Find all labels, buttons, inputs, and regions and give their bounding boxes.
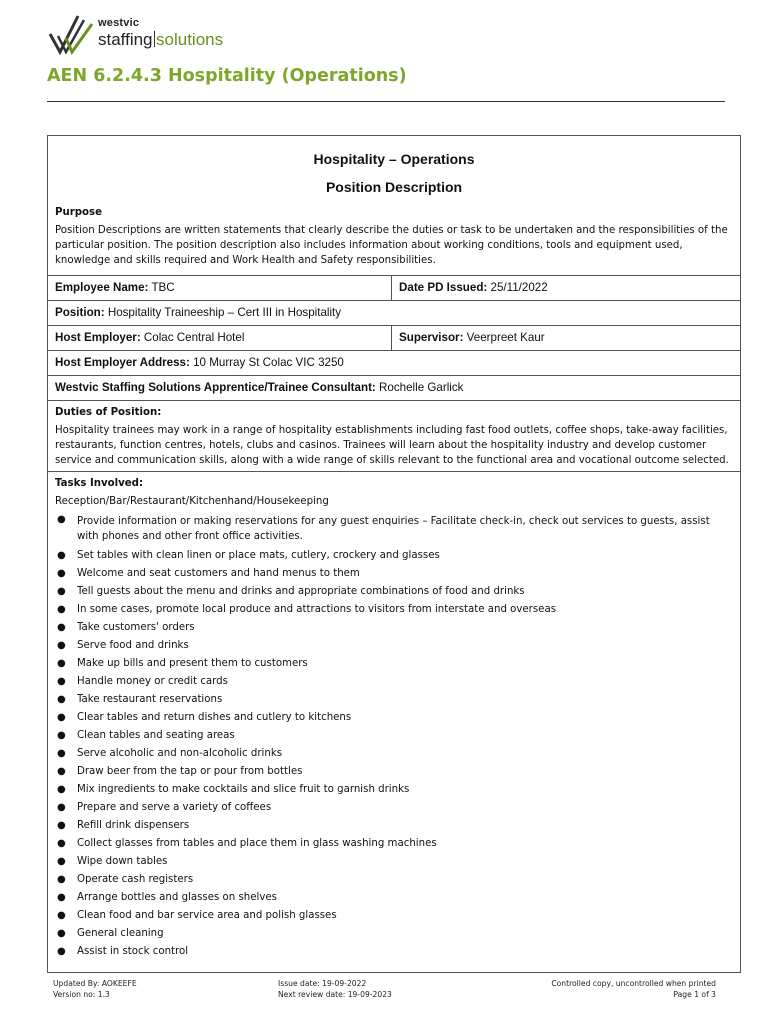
- task-list-item: [55, 745, 733, 763]
- address-value: 10 Murray St Colac VIC 3250: [189, 356, 344, 369]
- duties-text: Hospitality trainees may work in a range of hospitality establishments including fast food outlets, coffee shops, take-away facilities, restaurants, function centres, hotels, clubs and casinos. Trainees will learn about the hospitality industry and develop customer service and communication skills, along with a wide range of skills relevant to the functional area and vocational outcome selected.: [55, 425, 729, 466]
- task-text: Prepare and serve a variety of coffees: [77, 802, 272, 813]
- tasks-section: [48, 471, 740, 965]
- task-list-item: [55, 655, 733, 673]
- form-heading-line1: Hospitality – Operations: [313, 151, 475, 167]
- bullet-icon: ●: [57, 820, 66, 831]
- logo-westvic-text: westvic: [98, 17, 140, 29]
- task-text: Tell guests about the menu and drinks and appropriate combinations of food and drinks: [77, 586, 525, 597]
- duties-section: [48, 400, 740, 471]
- date-issued-label: Date PD Issued:: [399, 281, 488, 294]
- host-employer-value: Colac Central Hotel: [140, 331, 245, 344]
- bullet-icon: ●: [57, 928, 66, 939]
- task-list-item: [55, 889, 733, 907]
- task-text: Serve food and drinks: [77, 640, 189, 651]
- bullet-icon: ●: [57, 946, 66, 957]
- task-text: Take customers' orders: [77, 622, 195, 633]
- bullet-icon: ●: [57, 766, 66, 777]
- tasks-subheading: Reception/Bar/Restaurant/Kitchenhand/Housekeeping: [55, 496, 329, 507]
- task-list-item: [55, 619, 733, 637]
- bullet-icon: ●: [57, 892, 66, 903]
- checkmark-logo-icon: [48, 14, 96, 62]
- logo-solutions: solutions: [156, 30, 224, 49]
- row-host-supervisor: [48, 325, 740, 350]
- row-employee-date: [48, 275, 740, 300]
- updated-by: Updated By: AOKEEFE: [53, 979, 137, 988]
- task-list-item: [55, 583, 733, 601]
- task-list-item: [55, 853, 733, 871]
- task-text: Mix ingredients to make cocktails and slice fruit to garnish drinks: [77, 784, 410, 795]
- task-list-item: [55, 673, 733, 691]
- review-date: Next review date: 19-09-2023: [278, 989, 392, 999]
- logo-divider: [154, 31, 156, 47]
- task-list-item: [55, 763, 733, 781]
- row-consultant: [48, 375, 740, 400]
- position-label: Position:: [55, 306, 105, 319]
- task-text: Make up bills and present them to customers: [77, 658, 308, 669]
- bullet-icon: ●: [57, 802, 66, 813]
- bullet-icon: ●: [57, 514, 66, 525]
- task-text: Take restaurant reservations: [77, 694, 223, 705]
- task-text: In some cases, promote local produce and attractions to visitors from interstate and overseas: [77, 604, 556, 615]
- consultant-cell: [48, 376, 740, 400]
- logo-staffing: staffing: [98, 30, 153, 49]
- bullet-icon: ●: [57, 694, 66, 705]
- page-number: Page 1 of 3: [673, 989, 716, 999]
- bullet-icon: ●: [57, 550, 66, 561]
- task-list-item: [55, 512, 733, 547]
- footer-right: [551, 979, 716, 1000]
- position-value: Hospitality Traineeship – Cert III in Hospitality: [104, 306, 342, 319]
- task-text: Clean food and bar service area and polish glasses: [77, 910, 337, 921]
- task-list-item: [55, 547, 733, 565]
- task-text: Clear tables and return dishes and cutlery to kitchens: [77, 712, 352, 723]
- bullet-icon: ●: [57, 784, 66, 795]
- bullet-icon: ●: [57, 568, 66, 579]
- task-text: Wipe down tables: [77, 856, 168, 867]
- bullet-icon: ●: [57, 676, 66, 687]
- employee-name-value: TBC: [148, 281, 175, 294]
- bullet-icon: ●: [57, 748, 66, 759]
- task-list-item: [55, 817, 733, 835]
- task-text: Assist in stock control: [77, 946, 189, 957]
- supervisor-value: Veerpreet Kaur: [463, 331, 545, 344]
- row-address: [48, 350, 740, 375]
- task-list-item: [55, 943, 733, 961]
- task-list-item: [55, 691, 733, 709]
- bullet-icon: ●: [57, 640, 66, 651]
- version-number: Version no: 1.3: [53, 989, 110, 999]
- issue-date: Issue date: 19-09-2022: [278, 979, 367, 988]
- task-text: Welcome and seat customers and hand menus to them: [77, 568, 360, 579]
- date-issued-cell: [392, 276, 555, 300]
- task-list-item: [55, 637, 733, 655]
- supervisor-cell: [392, 326, 552, 350]
- bullet-icon: ●: [57, 856, 66, 867]
- logo-staffing-solutions-text: [98, 30, 223, 50]
- task-list-item: [55, 601, 733, 619]
- task-list-item: [55, 871, 733, 889]
- row-position: [48, 300, 740, 325]
- document-title: AEN 6.2.4.3 Hospitality (Operations): [47, 66, 407, 86]
- bullet-icon: ●: [57, 604, 66, 615]
- task-list-item: [55, 799, 733, 817]
- position-cell: [48, 301, 740, 325]
- host-employer-cell: [48, 326, 392, 350]
- task-text: Provide information or making reservations for any guest enquiries – Facilitate check-in, check out services to guests, assist with phones and other front office activities.: [77, 516, 710, 542]
- supervisor-label: Supervisor:: [399, 331, 464, 344]
- consultant-label: Westvic Staffing Solutions Apprentice/Trainee Consultant:: [55, 381, 376, 394]
- task-list-item: [55, 781, 733, 799]
- bullet-icon: ●: [57, 622, 66, 633]
- task-text: General cleaning: [77, 928, 164, 939]
- employee-name-cell: [48, 276, 392, 300]
- task-list-item: [55, 565, 733, 583]
- task-list: [55, 512, 733, 961]
- task-list-item: [55, 835, 733, 853]
- form-heading-line2: Position Description: [325, 179, 463, 195]
- footer-left: [53, 979, 137, 1000]
- bullet-icon: ●: [57, 712, 66, 723]
- controlled-copy-note: Controlled copy, uncontrolled when printed: [551, 979, 716, 988]
- task-list-item: [55, 925, 733, 943]
- bullet-icon: ●: [57, 910, 66, 921]
- consultant-value: Rochelle Garlick: [375, 381, 464, 394]
- title-divider: [47, 101, 725, 102]
- tasks-label: Tasks Involved:: [55, 478, 144, 489]
- address-cell: [48, 351, 740, 375]
- task-text: Collect glasses from tables and place them in glass washing machines: [77, 838, 437, 849]
- bullet-icon: ●: [57, 838, 66, 849]
- task-text: Refill drink dispensers: [77, 820, 190, 831]
- bullet-icon: ●: [57, 586, 66, 597]
- task-text: Handle money or credit cards: [77, 676, 228, 687]
- position-description-form: [47, 135, 741, 973]
- bullet-icon: ●: [57, 874, 66, 885]
- duties-label: Duties of Position:: [55, 407, 162, 418]
- task-text: Draw beer from the tap or pour from bottles: [77, 766, 303, 777]
- task-text: Operate cash registers: [77, 874, 194, 885]
- purpose-label: Purpose: [55, 207, 103, 218]
- employee-name-label: Employee Name:: [55, 281, 149, 294]
- task-list-item: [55, 709, 733, 727]
- address-label: Host Employer Address:: [55, 356, 190, 369]
- task-list-item: [55, 907, 733, 925]
- task-text: Serve alcoholic and non-alcoholic drinks: [77, 748, 283, 759]
- purpose-section: [48, 201, 740, 275]
- form-heading: [48, 136, 740, 201]
- task-text: Clean tables and seating areas: [77, 730, 235, 741]
- company-logo: [48, 14, 228, 64]
- task-text: Arrange bottles and glasses on shelves: [77, 892, 277, 903]
- bullet-icon: ●: [57, 730, 66, 741]
- bullet-icon: ●: [57, 658, 66, 669]
- date-issued-value: 25/11/2022: [487, 281, 548, 294]
- host-employer-label: Host Employer:: [55, 331, 141, 344]
- footer-middle: [278, 979, 392, 1000]
- task-list-item: [55, 727, 733, 745]
- purpose-text: Position Descriptions are written statements that clearly describe the duties or task to be undertaken and the responsibilities of the particular position. The position description also includes information about working conditions, tools and equipment used, knowledge and skills required and Work Health and Safety responsibilities.: [55, 225, 728, 266]
- task-text: Set tables with clean linen or place mats, cutlery, crockery and glasses: [77, 550, 440, 561]
